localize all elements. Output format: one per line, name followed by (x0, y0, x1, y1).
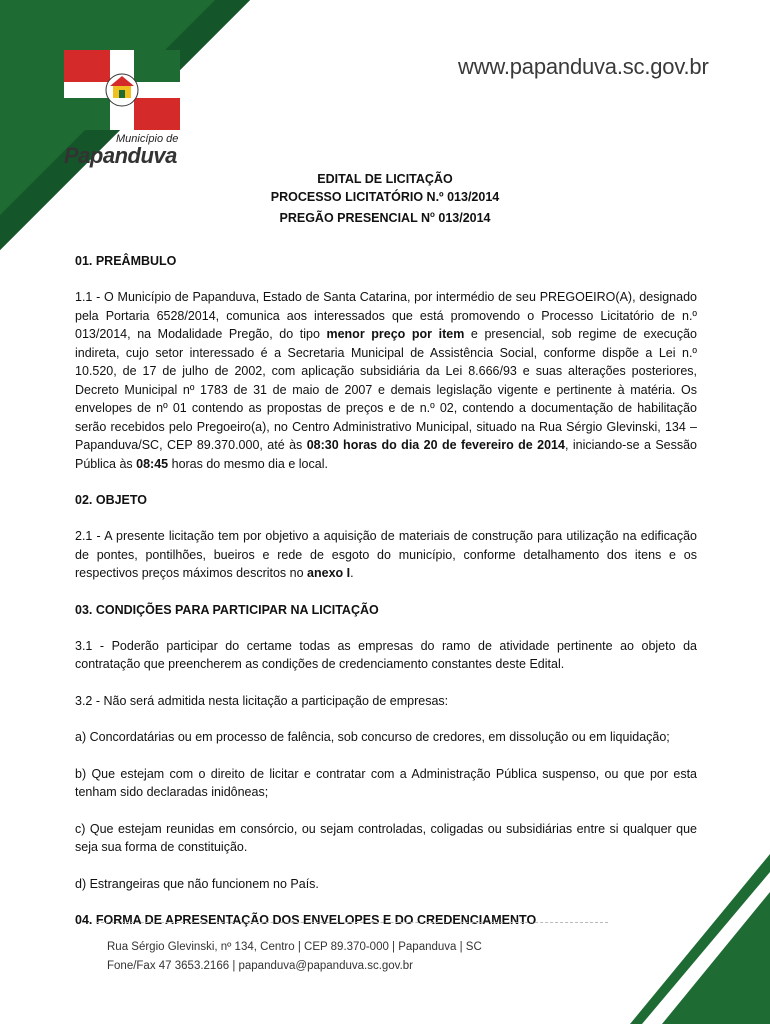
document-titles (0, 170, 770, 227)
bold-text: 08:45 (136, 456, 169, 471)
paragraph-3-2-b: b) Que estejam com o direito de licitar e contratar com a Administração Pública suspenso, ou que por esta tenham sido declaradas inidôneas; (75, 766, 697, 799)
title-pregao-number: 013/2014 (434, 211, 491, 226)
bold-text: 08:30 horas do dia 20 de fevereiro de 2014 (306, 438, 565, 452)
section-heading-preambulo: 01. PREÂMBULO (75, 254, 177, 268)
bold-text: anexo I (307, 566, 351, 580)
paragraph-text: horas do mesmo dia e local. (168, 456, 328, 471)
footer-divider (96, 922, 608, 923)
paragraph-3-2-c: c) Que estejam reunidas em consórcio, ou sejam controladas, coligadas ou subsidiárias entre si qualquer que seja sua forma de constituição. (75, 821, 697, 854)
bold-text: menor preço por item (326, 327, 465, 341)
footer-contact: Fone/Fax 47 3653.2166 | papanduva@papanduva.sc.gov.br (107, 960, 414, 972)
title-edital: EDITAL DE LICITAÇÃO (317, 172, 453, 186)
section-heading-objeto: 02. OBJETO (75, 493, 148, 507)
municipal-logo (58, 50, 183, 169)
paragraph-3-2-d: d) Estrangeiras que não funcionem no País. (75, 876, 319, 891)
paragraph-3-1: 3.1 - Poderão participar do certame todas as empresas do ramo de atividade pertinente ao objeto da contratação que preencherem as condições de credenciamento constantes deste Edital. (75, 638, 697, 671)
title-processo: PROCESSO LICITATÓRIO N.º 013/2014 (270, 190, 500, 204)
website-url[interactable]: www.papanduva.sc.gov.br (458, 54, 709, 79)
paragraph-text: 2.1 - A presente licitação tem por objetivo a aquisição de materiais de construção para utilização na edificação de pontes, pontilhões, bueiros e rede de esgoto do município, conforme detalhamento dos itens e os respectivos preços máximos descritos no (75, 529, 697, 580)
document-body (75, 252, 697, 929)
paragraph-3-2-a: a) Concordatárias ou em processo de falência, sob concurso de credores, em dissolução ou em liquidação; (75, 730, 670, 744)
footer (107, 938, 482, 976)
paragraph-3-2: 3.2 - Não será admitida nesta licitação a participação de empresas: (75, 693, 449, 708)
logo-label-small: Município de (116, 133, 179, 145)
section-heading-envelopes: 04. FORMA DE APRESENTAÇÃO DOS ENVELOPES E DO CREDENCIAMENTO (75, 913, 537, 927)
section-heading-condicoes: 03. CONDIÇÕES PARA PARTICIPAR NA LICITAÇÃO (75, 602, 379, 617)
paragraph-text: . (350, 566, 354, 580)
paragraph-text: 1.1 - O Município de Papanduva, Estado de Santa Catarina, por intermédio de seu PREGOEIRO(A), designado pela Portaria 6528/2014, comunica aos interessados que está promovendo o Processo Licitatório de n.º 013/2014, na Modalidade Pregão, do tipo (75, 290, 697, 341)
title-pregao (0, 206, 770, 227)
paragraph-1-1 (75, 288, 697, 473)
footer-address: Rua Sérgio Glevinski, nº 134, Centro | CEP 89.370-000 | Papanduva | SC (107, 941, 482, 953)
title-pregao-prefix: PREGÃO PRESENCIAL N (279, 211, 430, 226)
paragraph-text: e presencial, sob regime de execução indireta, cujo setor interessado é a Secretaria Municipal de Assistência Social, conforme dispõe a Lei n.º 10.520, de 17 de julho de 2002, com aplicação subsidiária da Lei 8.666/93 e suas alterações posteriores, Decreto Municipal nº 1783 de 31 de maio de 2007 e demais legislação vigente e pertinente à matéria. Os envelopes de nº 01 contendo as propostas de preços e de n.º 02, contendo a documentação de habilitação serão recebidos pelo Pregoeiro(a), no Centro Administrativo Municipal, situado na Rua Sérgio Glevinski, 134 – Papanduva/SC, CEP 89.370.000, até às (75, 327, 698, 452)
municipal-flag-icon (64, 50, 180, 130)
paragraph-text: , iniciando-se a Sessão Pública às (75, 438, 698, 471)
logo-label-large: Papanduva (64, 143, 177, 168)
title-pregao-ordinal: o (430, 210, 435, 219)
paragraph-2-1 (75, 527, 697, 583)
